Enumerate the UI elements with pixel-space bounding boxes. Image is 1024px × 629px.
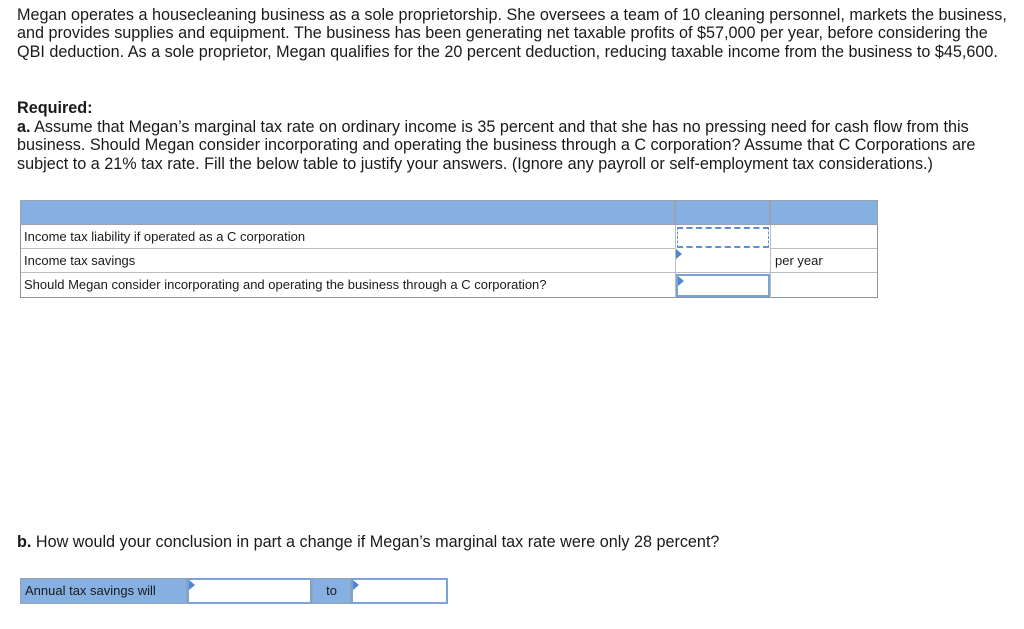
table-header-value <box>675 200 770 225</box>
per-year-label: per year <box>775 253 823 268</box>
annual-savings-label: Annual tax savings will <box>20 578 187 604</box>
part-b-text: How would your conclusion in part a change if Megan’s marginal tax rate were only 28 percent? <box>31 533 720 551</box>
row-unit-1 <box>771 225 877 249</box>
part-b-marker: b. <box>17 533 32 551</box>
row-label-c-corp-liability: Income tax liability if operated as a C corporation <box>21 225 675 249</box>
dropdown-flag-icon <box>189 580 195 590</box>
savings-change-select[interactable] <box>187 578 312 604</box>
c-corp-liability-input[interactable] <box>677 227 769 248</box>
required-heading: Required: <box>17 99 93 117</box>
row-label-should-incorporate: Should Megan consider incorporating and operating the business through a C corporation? <box>21 273 675 297</box>
row-unit-per-year <box>771 249 877 273</box>
to-label: to <box>312 578 351 604</box>
tax-savings-input[interactable] <box>676 249 770 273</box>
table-header-label <box>20 200 675 225</box>
row-label-tax-savings: Income tax savings <box>21 249 675 273</box>
table-header-unit <box>770 200 878 225</box>
dropdown-flag-icon <box>353 580 359 590</box>
part-a-marker: a. <box>17 118 31 136</box>
part-a-text: Assume that Megan’s marginal tax rate on ordinary income is 35 percent and that she has no pressing need for cash flow from this business. Should Megan consider incorporating and operating the business through a C corporation? Assume that C Corporations are subject to a 21% tax rate. Fill the below table to justify your answers. (Ignore any payroll or self-employment tax considerations.) <box>17 118 976 173</box>
dropdown-flag-icon <box>676 249 682 259</box>
savings-amount-input[interactable] <box>351 578 448 604</box>
part-b-question <box>17 533 1012 551</box>
should-incorporate-select[interactable] <box>676 274 770 297</box>
answer-table-a <box>20 200 878 298</box>
problem-intro: Megan operates a housecleaning business as a sole proprietorship. She oversees a team of 10 cleaning personnel, markets the business, and provides supplies and equipment. The business has been generating net taxable profits of $57,000 per year, before considering the QBI deduction. As a sole proprietor, Megan qualifies for the 20 percent deduction, reducing taxable income from the business to $45,600. <box>17 6 1007 61</box>
answer-row-b <box>20 578 448 604</box>
dropdown-flag-icon <box>678 276 684 286</box>
part-a-question <box>17 118 1012 173</box>
